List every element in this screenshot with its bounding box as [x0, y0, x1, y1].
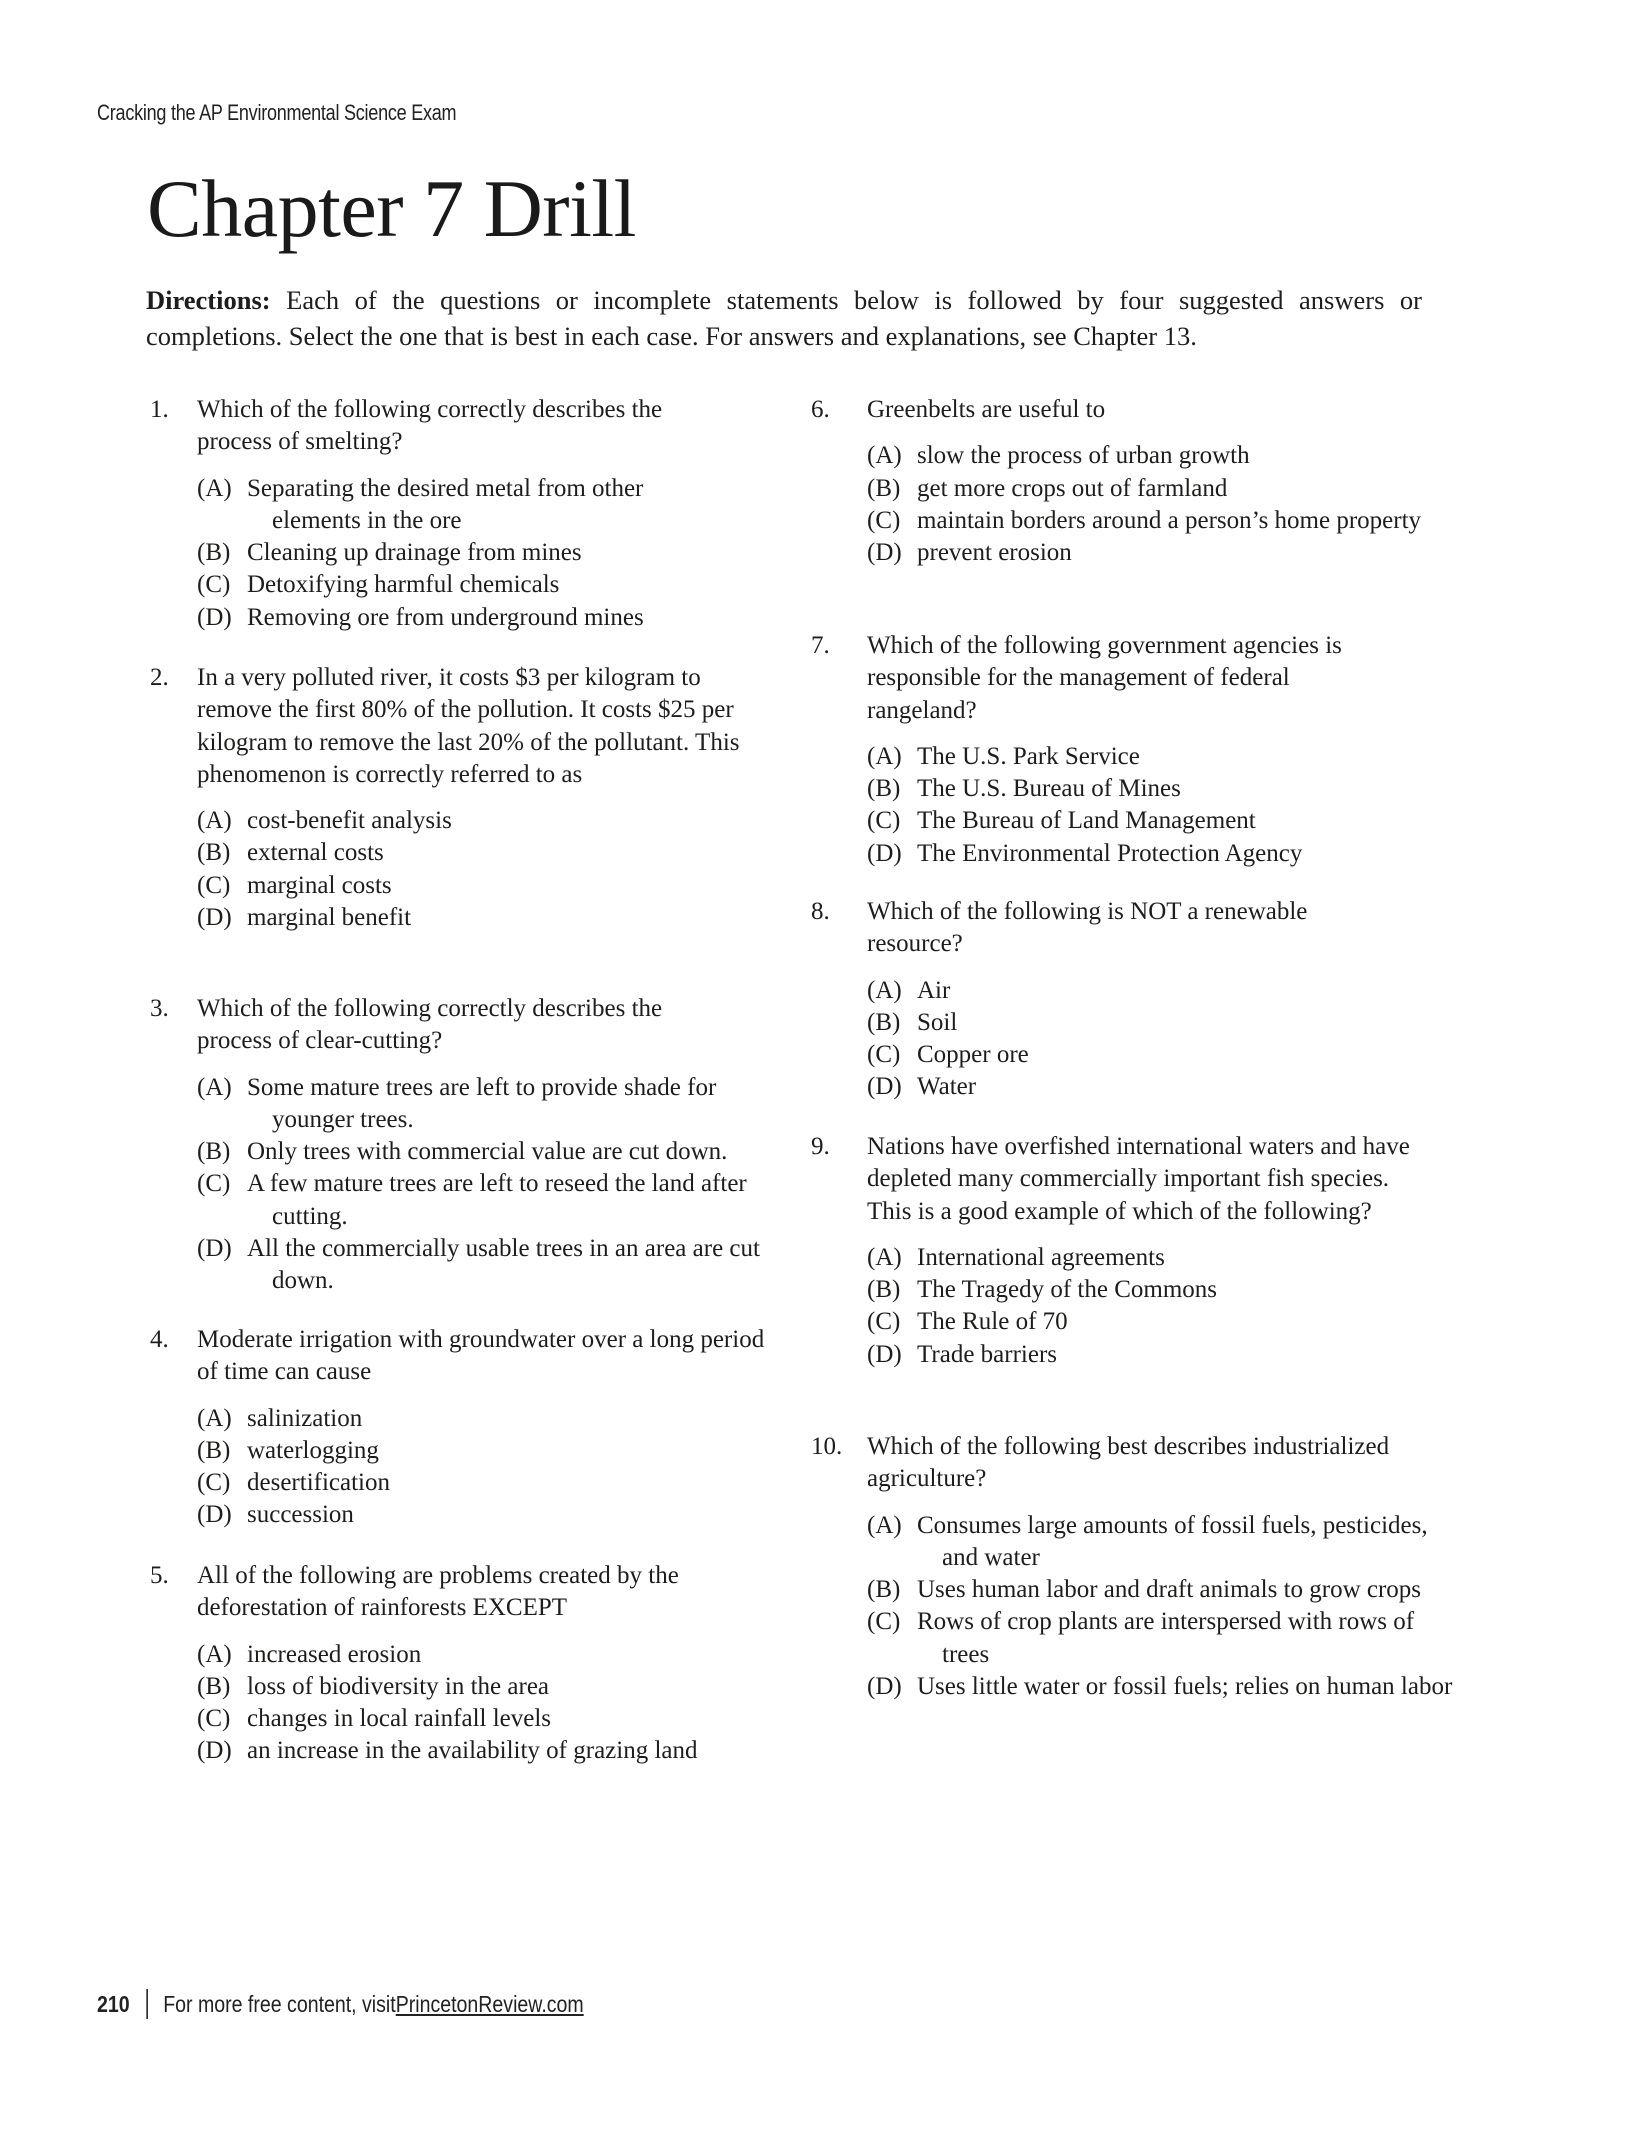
choice-text: marginal benefit: [247, 904, 412, 932]
choice-label: (C): [867, 1308, 901, 1336]
question-number: 1.: [150, 396, 169, 423]
choice-label: (B): [867, 775, 901, 803]
choice-a[interactable]: [867, 440, 1421, 472]
choice-label: (D): [867, 1073, 902, 1101]
choice-a[interactable]: [197, 805, 760, 837]
answer-choices: [867, 1242, 1421, 1371]
question-stem: Greenbelts are useful to: [867, 396, 1106, 423]
choice-a[interactable]: [867, 741, 1421, 773]
choice-a[interactable]: [867, 1242, 1421, 1274]
choice-text: maintain borders around a person’s home property: [917, 506, 1422, 534]
choice-text: loss of biodiversity in the area: [247, 1672, 550, 1700]
directions-label: Directions:: [146, 285, 271, 315]
choice-label: (C): [867, 807, 901, 835]
choice-text: get more crops out of farmland: [917, 474, 1228, 502]
question-9: [811, 1131, 1421, 1371]
question-stem: Which of the following best describes industrialized agriculture?: [867, 1433, 1390, 1493]
choice-a[interactable]: [197, 473, 737, 538]
answer-choices: [197, 805, 760, 934]
choice-d[interactable]: [867, 1671, 1477, 1703]
directions-text: Each of the questions or incomplete statements below is followed by four suggested answers or completions. Select the one that is best in each case. For answers and explanations, see Chapter 13.: [146, 285, 1422, 351]
choice-text: Rows of crop plants are interspersed with rows of trees: [917, 1608, 1415, 1668]
question-stem: Nations have overfished international waters and have depleted many commercially important fish species. This is a good example of which of the following?: [867, 1133, 1410, 1225]
choice-label: (C): [197, 1170, 231, 1198]
choice-text: an increase in the availability of grazing land: [247, 1737, 698, 1765]
choice-text: International agreements: [917, 1243, 1165, 1271]
answer-choices: [197, 473, 737, 634]
choice-text: Trade barriers: [917, 1340, 1058, 1368]
question-number: 3.: [150, 995, 169, 1022]
choice-label: (A): [197, 807, 232, 835]
choice-d[interactable]: [197, 1233, 782, 1298]
choice-c[interactable]: [197, 1168, 782, 1233]
choice-b[interactable]: [197, 1671, 760, 1703]
answer-choices: [867, 975, 1421, 1104]
choice-label: (D): [867, 1340, 902, 1368]
choice-text: cost-benefit analysis: [247, 807, 452, 835]
answer-choices: [867, 440, 1421, 569]
question-number: 6.: [811, 396, 830, 423]
question-number: 5.: [150, 1562, 169, 1589]
choice-text: Uses human labor and draft animals to grow crops: [917, 1576, 1422, 1604]
princeton-review-link[interactable]: PrincetonReview.com: [395, 1990, 584, 2017]
choice-label: (D): [197, 603, 232, 631]
choice-text: slow the process of urban growth: [917, 442, 1250, 470]
choice-label: (A): [867, 742, 902, 770]
choice-text: A few mature trees are left to reseed the land after cutting.: [247, 1170, 747, 1230]
choice-c[interactable]: [197, 1467, 760, 1499]
choice-b[interactable]: [197, 537, 737, 569]
choice-label: (B): [197, 1672, 231, 1700]
choice-text: The U.S. Bureau of Mines: [917, 775, 1181, 803]
choice-a[interactable]: [197, 1403, 760, 1435]
choice-c[interactable]: [197, 870, 760, 902]
question-stem: Which of the following correctly describes the process of smelting?: [197, 396, 663, 456]
page-number: 210: [97, 1990, 130, 2017]
choice-text: increased erosion: [247, 1640, 422, 1668]
choice-a[interactable]: [867, 975, 1421, 1007]
choice-c[interactable]: [867, 1039, 1421, 1071]
choice-d[interactable]: [197, 602, 737, 634]
choice-a[interactable]: [197, 1072, 782, 1137]
choice-b[interactable]: [867, 473, 1421, 505]
choice-text: succession: [247, 1501, 354, 1529]
choice-label: (B): [867, 1576, 901, 1604]
question-7: [811, 630, 1421, 870]
choice-text: The Environmental Protection Agency: [917, 839, 1303, 867]
choice-text: All the commercially usable trees in an area are cut down.: [247, 1235, 760, 1295]
choice-text: Consumes large amounts of fossil fuels, pesticides, and water: [917, 1511, 1428, 1571]
choice-b[interactable]: [867, 1574, 1462, 1606]
choice-text: Water: [917, 1073, 977, 1101]
choice-b[interactable]: [867, 773, 1421, 805]
question-number: 10.: [811, 1433, 843, 1460]
choice-d[interactable]: [867, 1071, 1421, 1103]
directions: [146, 282, 1422, 354]
choice-text: waterlogging: [247, 1436, 379, 1464]
choice-text: marginal costs: [247, 871, 392, 899]
choice-text: Soil: [917, 1008, 958, 1036]
footer-text: For more free content, visit: [163, 1990, 396, 2017]
choice-text: Detoxifying harmful chemicals: [247, 571, 560, 599]
choice-d[interactable]: [197, 1735, 867, 1767]
choice-text: Cleaning up drainage from mines: [247, 539, 582, 567]
answer-choices: [867, 1510, 1453, 1704]
choice-text: prevent erosion: [917, 539, 1072, 567]
choice-c[interactable]: [867, 1606, 1462, 1671]
choice-d[interactable]: [867, 537, 1421, 569]
choice-text: external costs: [247, 839, 384, 867]
choice-label: (D): [197, 1501, 232, 1529]
choice-text: The Tragedy of the Commons: [917, 1276, 1217, 1304]
choice-label: (C): [197, 571, 231, 599]
choice-b[interactable]: [197, 1435, 760, 1467]
choice-label: (A): [197, 1640, 232, 1668]
choice-label: (D): [867, 1673, 902, 1701]
running-head: Cracking the AP Environmental Science Exam: [97, 100, 457, 125]
choice-b[interactable]: [197, 837, 760, 869]
choice-c[interactable]: [867, 1306, 1421, 1338]
choice-label: (A): [867, 1511, 902, 1539]
question-stem: Which of the following is NOT a renewable resource?: [867, 898, 1308, 958]
choice-text: Uses little water or fossil fuels; relies on human labor: [917, 1673, 1453, 1701]
question-2: [150, 662, 760, 934]
question-number: 9.: [811, 1133, 830, 1160]
question-1: [150, 394, 760, 634]
choice-d[interactable]: [197, 902, 760, 934]
choice-text: desertification: [247, 1469, 390, 1497]
question-stem: Which of the following government agencies is responsible for the management of federal rangeland?: [867, 632, 1342, 724]
page-footer: [97, 1988, 584, 2020]
choice-text: The U.S. Park Service: [917, 742, 1140, 770]
choice-label: (A): [197, 474, 232, 502]
choice-c[interactable]: [867, 805, 1421, 837]
choice-label: (C): [197, 1469, 231, 1497]
question-5: [150, 1560, 760, 1768]
choice-label: (C): [867, 1608, 901, 1636]
choice-label: (C): [867, 1041, 901, 1069]
question-number: 4.: [150, 1326, 169, 1353]
question-6: [811, 394, 1421, 569]
choice-label: (B): [867, 1276, 901, 1304]
choice-label: (D): [197, 1737, 232, 1765]
question-number: 7.: [811, 632, 830, 659]
choice-d[interactable]: [867, 1339, 1421, 1371]
answer-choices: [197, 1072, 760, 1298]
choice-text: Separating the desired metal from other elements in the ore: [247, 474, 644, 534]
choice-text: Only trees with commercial value are cut down.: [247, 1138, 728, 1166]
choice-label: (B): [197, 839, 231, 867]
question-10: [811, 1431, 1453, 1703]
choice-label: (D): [867, 839, 902, 867]
choice-text: changes in local rainfall levels: [247, 1705, 552, 1733]
question-stem: In a very polluted river, it costs $3 per kilogram to remove the first 80% of the pollution. It costs $25 per kilogram to remove the last 20% of the pollutant. This phenomenon is correctly referred to as: [197, 664, 740, 788]
choice-a[interactable]: [197, 1639, 760, 1671]
question-stem: Moderate irrigation with groundwater over a long period of time can cause: [197, 1326, 765, 1386]
choice-text: salinization: [247, 1404, 363, 1432]
question-8: [811, 896, 1421, 1104]
question-3: [150, 993, 760, 1298]
answer-choices: [867, 741, 1421, 870]
choice-label: (A): [197, 1073, 232, 1101]
choice-d[interactable]: [197, 1499, 760, 1531]
choice-b[interactable]: [867, 1007, 1421, 1039]
choice-a[interactable]: [867, 1510, 1462, 1575]
choice-label: (B): [197, 1436, 231, 1464]
choice-label: (B): [197, 539, 231, 567]
question-number: 2.: [150, 664, 169, 691]
choice-label: (D): [197, 904, 232, 932]
answer-choices: [197, 1403, 760, 1532]
choice-label: (D): [197, 1235, 232, 1263]
question-4: [150, 1324, 765, 1532]
choice-d[interactable]: [867, 838, 1497, 870]
choice-label: (C): [197, 871, 231, 899]
choice-label: (A): [197, 1404, 232, 1432]
choice-label: (A): [867, 1243, 902, 1271]
choice-label: (B): [867, 474, 901, 502]
question-stem: Which of the following correctly describes the process of clear-cutting?: [197, 995, 663, 1055]
choice-label: (C): [867, 506, 901, 534]
choice-text: Air: [917, 976, 951, 1004]
footer-divider: [147, 1989, 148, 2019]
choice-text: The Rule of 70: [917, 1308, 1068, 1336]
choice-text: Copper ore: [917, 1041, 1029, 1069]
choice-c[interactable]: [867, 505, 1457, 537]
choice-label: (B): [867, 1008, 901, 1036]
choice-label: (C): [197, 1705, 231, 1733]
choice-b[interactable]: [197, 1136, 847, 1168]
choice-label: (B): [197, 1138, 231, 1166]
answer-choices: [197, 1639, 760, 1768]
choice-label: (A): [867, 976, 902, 1004]
choice-label: (D): [867, 539, 902, 567]
choice-text: Removing ore from underground mines: [247, 603, 644, 631]
question-stem: All of the following are problems created by the deforestation of rainforests EXCEPT: [197, 1562, 679, 1622]
choice-c[interactable]: [197, 569, 737, 601]
choice-b[interactable]: [867, 1274, 1421, 1306]
choice-label: (A): [867, 442, 902, 470]
choice-text: The Bureau of Land Management: [917, 807, 1256, 835]
question-number: 8.: [811, 898, 830, 925]
choice-text: Some mature trees are left to provide shade for younger trees.: [247, 1073, 717, 1133]
page-title: Chapter 7 Drill: [147, 163, 636, 254]
choice-c[interactable]: [197, 1703, 760, 1735]
